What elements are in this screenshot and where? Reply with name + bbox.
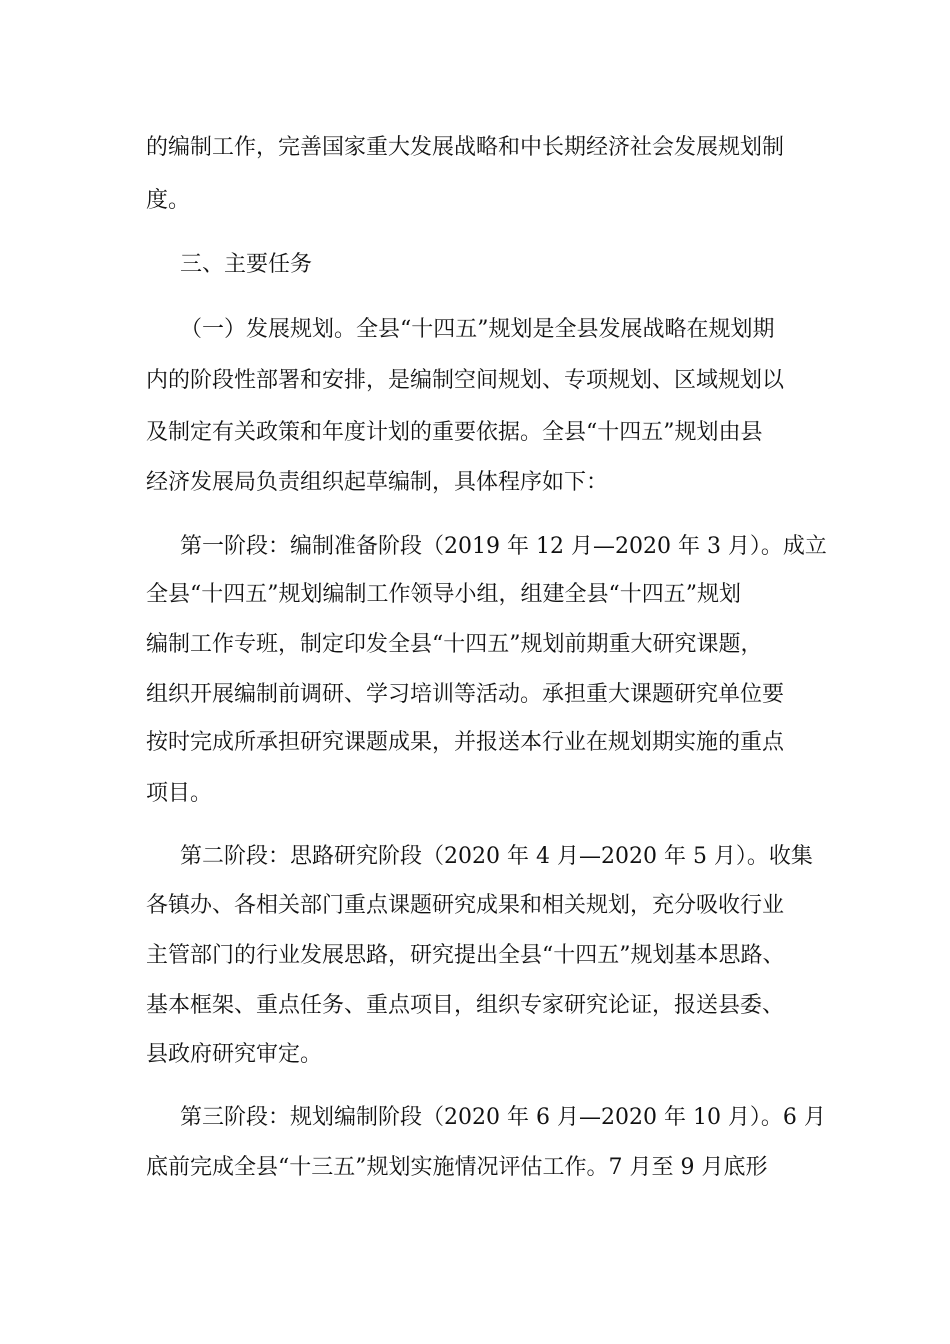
section-heading: 三、主要任务 bbox=[180, 252, 313, 277]
text-line: 经济发展局负责组织起草编制，具体程序如下： bbox=[146, 470, 609, 495]
text-line: 度。 bbox=[146, 188, 191, 213]
text-line: 全县“十四五”规划编制工作领导小组，组建全县“十四五”规划 bbox=[146, 582, 741, 607]
text-line: 编制工作专班，制定印发全县“十四五”规划前期重大研究课题， bbox=[146, 632, 763, 657]
text-line: 内的阶段性部署和安排，是编制空间规划、专项规划、区域规划以 bbox=[146, 368, 785, 393]
text-line: 的编制工作，完善国家重大发展战略和中长期经济社会发展规划制 bbox=[146, 135, 785, 160]
text-line: （一）发展规划。全县“十四五”规划是全县发展战略在规划期 bbox=[180, 317, 775, 342]
text-line: 第一阶段：编制准备阶段（2019 年 12 月—2020 年 3 月）。成立 bbox=[180, 534, 827, 559]
text-line: 组织开展编制前调研、学习培训等活动。承担重大课题研究单位要 bbox=[146, 682, 785, 707]
text-line: 第二阶段：思路研究阶段（2020 年 4 月—2020 年 5 月）。收集 bbox=[180, 844, 813, 869]
text-line: 县政府研究审定。 bbox=[146, 1042, 323, 1067]
text-line: 各镇办、各相关部门重点课题研究成果和相关规划，充分吸收行业 bbox=[146, 893, 785, 918]
text-line: 及制定有关政策和年度计划的重要依据。全县“十四五”规划由县 bbox=[146, 420, 763, 445]
text-line: 基本框架、重点任务、重点项目，组织专家研究论证，报送县委、 bbox=[146, 993, 785, 1018]
text-line: 底前完成全县“十三五”规划实施情况评估工作。7 月至 9 月底形 bbox=[146, 1155, 768, 1180]
text-line: 第三阶段：规划编制阶段（2020 年 6 月—2020 年 10 月）。6 月 bbox=[180, 1105, 826, 1130]
text-line: 主管部门的行业发展思路，研究提出全县“十四五”规划基本思路、 bbox=[146, 943, 785, 968]
text-line: 项目。 bbox=[146, 781, 213, 806]
text-line: 按时完成所承担研究课题成果，并报送本行业在规划期实施的重点 bbox=[146, 730, 785, 755]
